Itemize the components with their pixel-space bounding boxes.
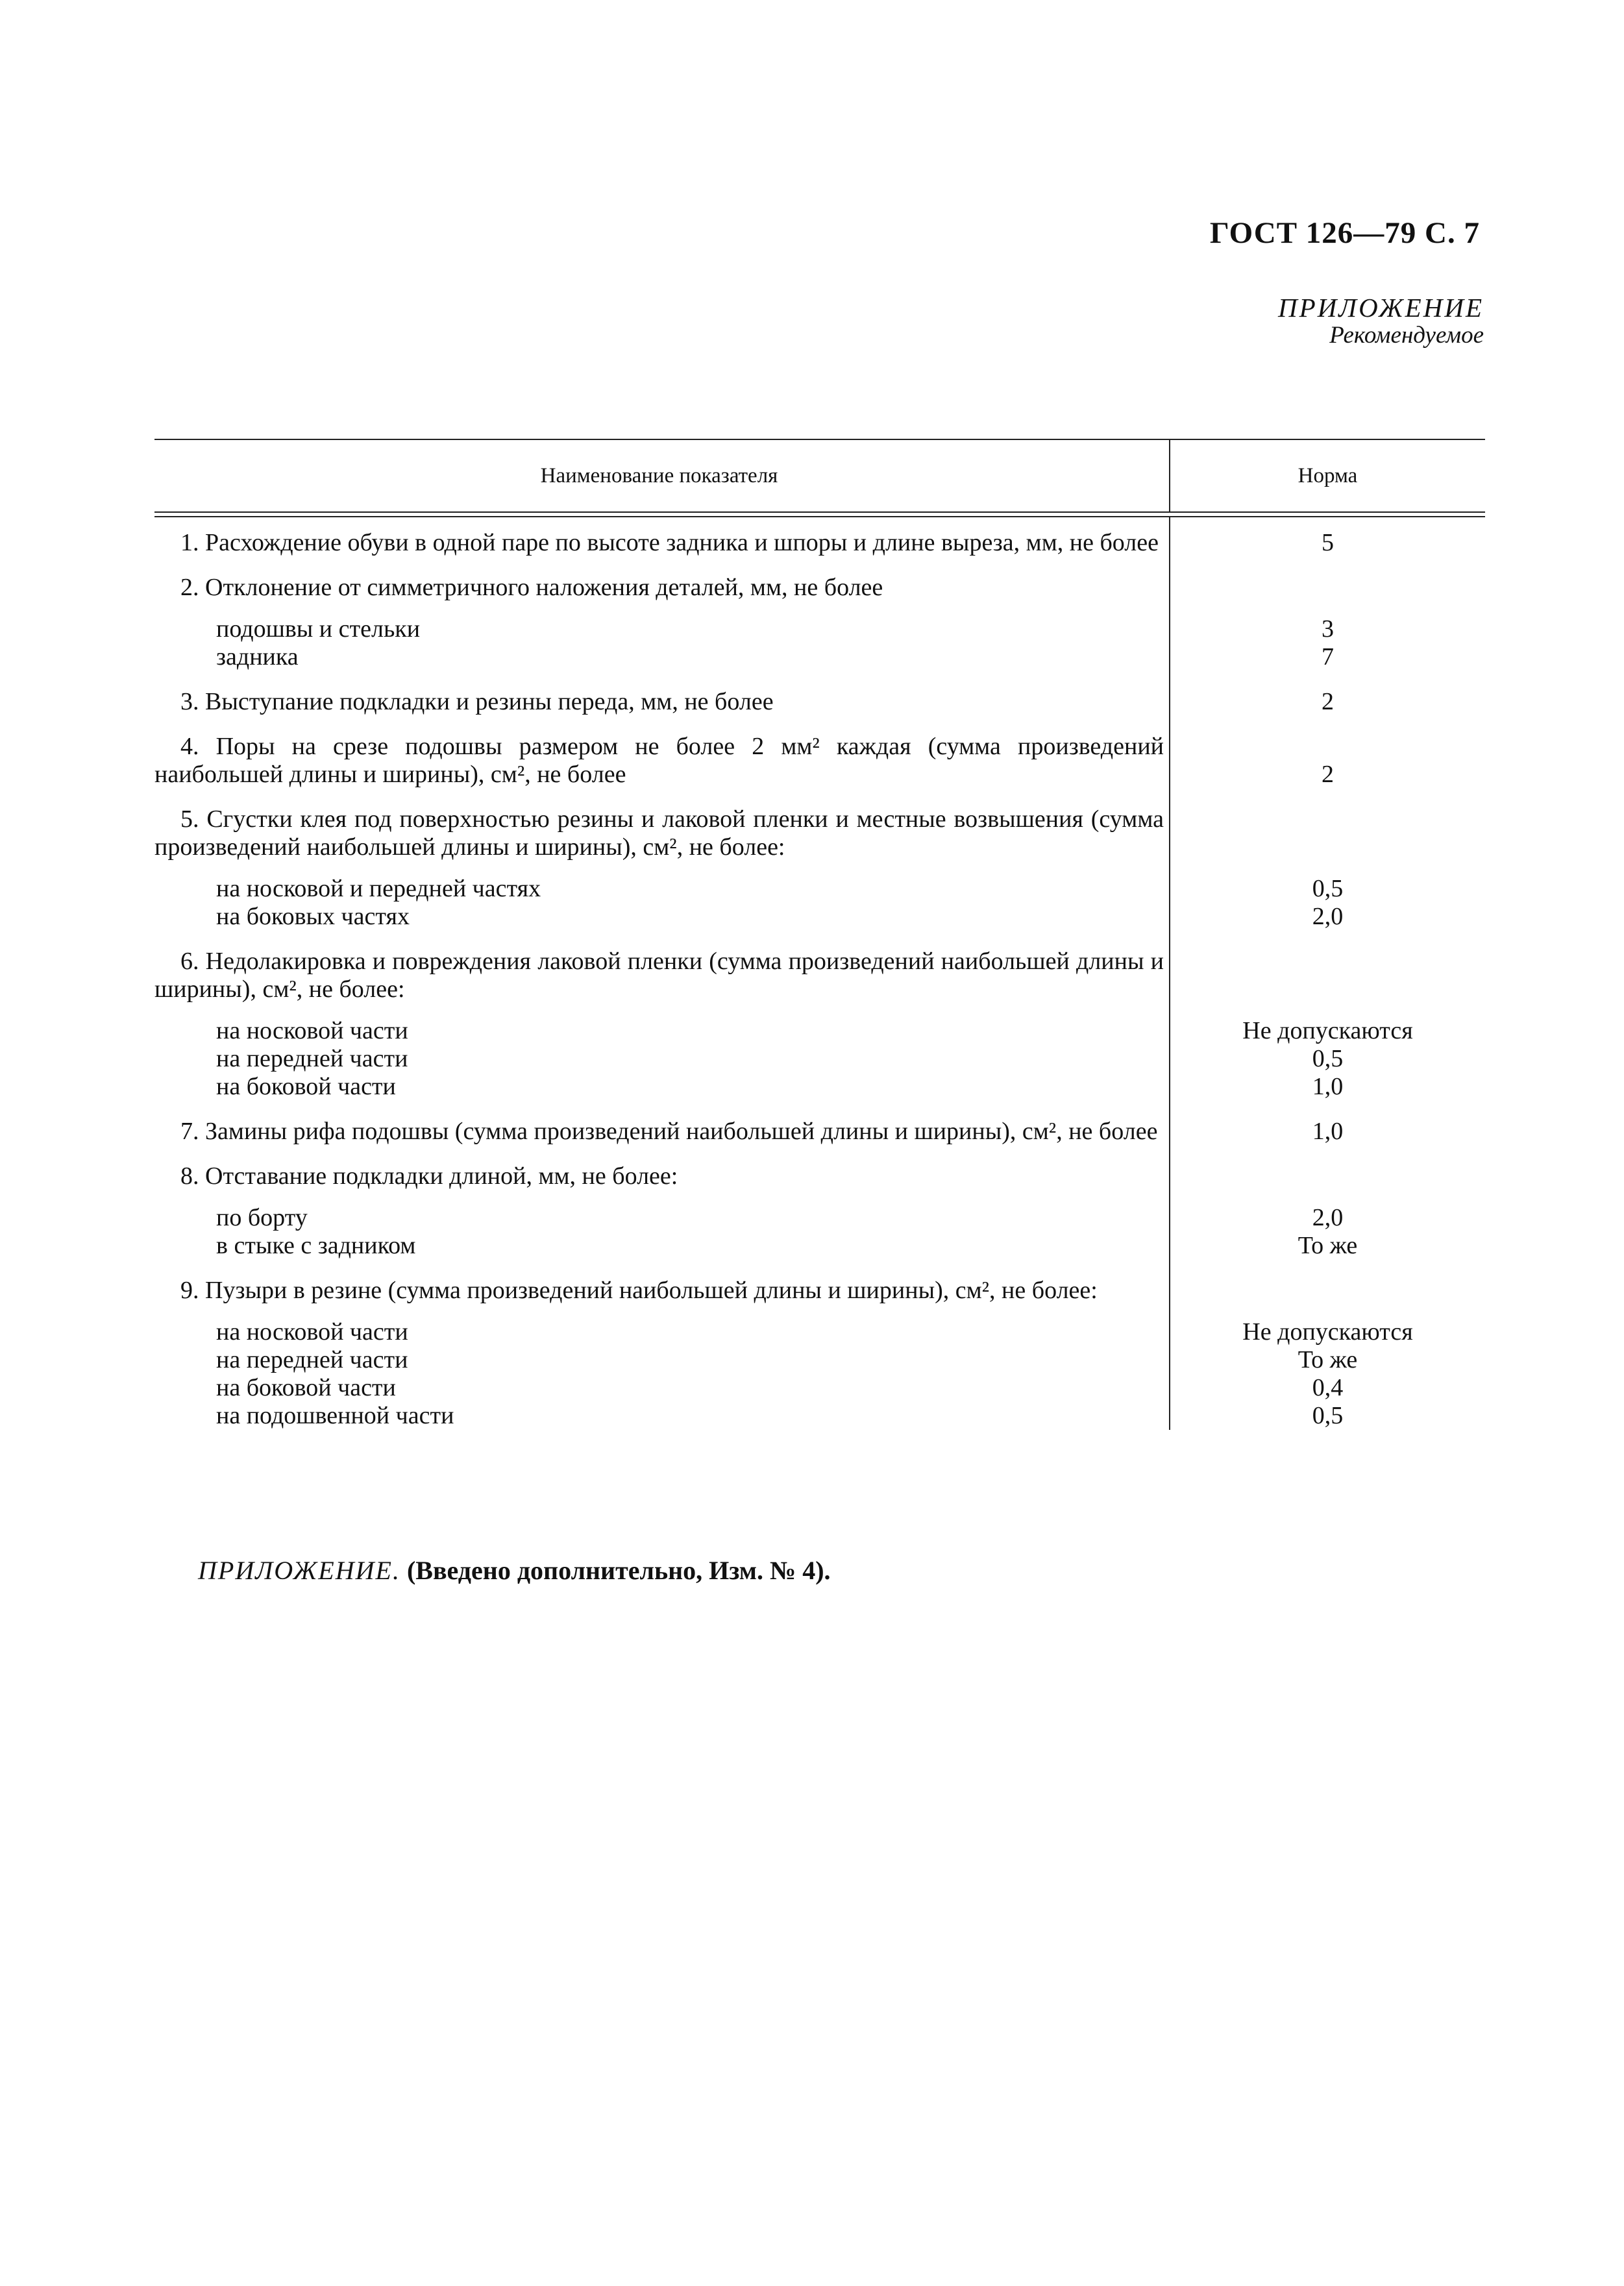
norm-cell bbox=[1170, 517, 1485, 557]
sub-norm-value: 3 bbox=[1322, 615, 1334, 643]
sub-indicator: на боковой части bbox=[216, 1073, 396, 1100]
sub-gap bbox=[1170, 1305, 1485, 1318]
sub-indicator: на передней части bbox=[216, 1045, 408, 1072]
indicator-text: 6. Недолакировка и повреждения лаковой пленки (сумма произведений наибольшей длины и ширины), см², не более: bbox=[154, 948, 1164, 1003]
indicator-cell bbox=[154, 789, 1170, 931]
sub-gap bbox=[154, 602, 1164, 615]
indicator-text: 7. Замины рифа подошвы (сумма произведений наибольшей длины и ширины), см², не более bbox=[180, 1118, 1158, 1145]
table-row bbox=[154, 1101, 1485, 1146]
footer-amendment: (Введено дополнительно, Изм. № 4). bbox=[406, 1556, 831, 1585]
column-header-norm: Норма bbox=[1298, 463, 1358, 487]
indicator-text: 4. Поры на срезе подошвы размером не более 2 мм² каждая (сумма произведений наибольшей длины и ширины), см², не более bbox=[154, 733, 1164, 788]
sub-norm-value: Не допускаются bbox=[1242, 1017, 1413, 1044]
norm-cell bbox=[1170, 789, 1485, 931]
sub-gap bbox=[1170, 602, 1485, 615]
indicator-cell bbox=[154, 557, 1170, 671]
norm-cell bbox=[1170, 716, 1485, 789]
sub-indicator: на носковой части bbox=[216, 1017, 408, 1044]
sub-gap bbox=[154, 1190, 1164, 1204]
norm-cell bbox=[1170, 1146, 1485, 1260]
indicator-text: 8. Отставание подкладки длиной, мм, не более: bbox=[180, 1162, 678, 1190]
sub-norm-value: 1,0 bbox=[1312, 1073, 1344, 1100]
sub-norm-value: 0,5 bbox=[1312, 1045, 1344, 1072]
footer-appendix-label: ПРИЛОЖЕНИЕ. bbox=[198, 1556, 400, 1585]
norm-cell bbox=[1170, 931, 1485, 1101]
sub-gap bbox=[154, 861, 1164, 875]
norm-cell bbox=[1170, 1101, 1485, 1146]
table-row bbox=[154, 1260, 1485, 1430]
indicator-text: 1. Расхождение обуви в одной паре по высоте задника и шпоры и длине выреза, мм, не более bbox=[180, 529, 1159, 556]
sub-gap bbox=[154, 1003, 1164, 1017]
norm-spacer bbox=[1170, 948, 1485, 1003]
sub-norm-value: То же bbox=[1298, 1232, 1358, 1259]
page-header: ГОСТ 126—79 С. 7 bbox=[1209, 216, 1480, 250]
table-row bbox=[154, 557, 1485, 671]
table-row bbox=[154, 517, 1485, 557]
sub-gap bbox=[1170, 1003, 1485, 1017]
table-row bbox=[154, 931, 1485, 1101]
sub-indicator: на боковой части bbox=[216, 1374, 396, 1401]
footer-note bbox=[198, 1555, 831, 1586]
sub-norm-value: 0,5 bbox=[1312, 1402, 1344, 1429]
sub-norm-value: 2,0 bbox=[1312, 903, 1344, 930]
sub-gap bbox=[1170, 1190, 1485, 1204]
appendix-status: Рекомендуемое bbox=[1329, 322, 1484, 349]
table-row bbox=[154, 789, 1485, 931]
indicator-cell bbox=[154, 1260, 1170, 1430]
table-row bbox=[154, 671, 1485, 716]
norm-value: 1,0 bbox=[1312, 1118, 1344, 1145]
indicator-cell bbox=[154, 1101, 1170, 1146]
table-header-rule bbox=[154, 511, 1485, 517]
indicator-text: 9. Пузыри в резине (сумма произведений наибольшей длины и ширины), см², не более: bbox=[180, 1277, 1098, 1304]
sub-indicator: на носковой части bbox=[216, 1318, 408, 1346]
indicator-cell bbox=[154, 517, 1170, 557]
sub-gap bbox=[1170, 861, 1485, 875]
column-header-name: Наименование показателя bbox=[154, 440, 1170, 511]
appendix-title bbox=[1278, 293, 1484, 349]
table-row bbox=[154, 716, 1485, 789]
sub-indicator: на передней части bbox=[216, 1346, 408, 1373]
indicator-text: 2. Отклонение от симметричного наложения деталей, мм, не более bbox=[180, 574, 883, 601]
sub-indicator: на подошвенной части bbox=[216, 1402, 454, 1429]
sub-norm-value: Не допускаются bbox=[1242, 1318, 1413, 1346]
sub-norm-value: 7 bbox=[1322, 643, 1334, 670]
sub-indicator: на боковых частях bbox=[216, 903, 410, 930]
norm-cell bbox=[1170, 1260, 1485, 1430]
indicator-cell bbox=[154, 931, 1170, 1101]
requirements-table bbox=[154, 439, 1485, 1430]
sub-indicator: в стыке с задником bbox=[216, 1232, 416, 1259]
indicator-cell bbox=[154, 716, 1170, 789]
sub-indicator: задника bbox=[216, 643, 299, 670]
table-body bbox=[154, 517, 1485, 1430]
table-row bbox=[154, 1146, 1485, 1260]
sub-norm-value: 0,4 bbox=[1312, 1374, 1344, 1401]
table-header-row bbox=[154, 440, 1485, 511]
norm-cell bbox=[1170, 671, 1485, 716]
indicator-text: 3. Выступание подкладки и резины переда, мм, не более bbox=[180, 688, 774, 715]
indicator-cell bbox=[154, 1146, 1170, 1260]
norm-spacer bbox=[1170, 1162, 1485, 1190]
sub-gap bbox=[154, 1305, 1164, 1318]
sub-norm-value: 0,5 bbox=[1312, 875, 1344, 902]
norm-spacer bbox=[1170, 574, 1485, 602]
sub-norm-value: 2,0 bbox=[1312, 1204, 1344, 1231]
sub-indicator: по борту bbox=[216, 1204, 308, 1231]
indicator-text: 5. Сгустки клея под поверхностью резины и лаковой пленки и местные возвышения (сумма произведений наибольшей длины и ширины), см², не более: bbox=[154, 805, 1164, 861]
norm-value: 5 bbox=[1322, 529, 1334, 556]
norm-value: 2 bbox=[1322, 761, 1334, 788]
sub-indicator: на носковой и передней частях bbox=[216, 875, 541, 902]
appendix-label: ПРИЛОЖЕНИЕ bbox=[1278, 293, 1484, 323]
indicator-cell bbox=[154, 671, 1170, 716]
sub-indicator: подошвы и стельки bbox=[216, 615, 421, 643]
norm-value: 2 bbox=[1322, 688, 1334, 715]
norm-spacer bbox=[1170, 1277, 1485, 1305]
norm-spacer bbox=[1170, 805, 1485, 861]
sub-norm-value: То же bbox=[1298, 1346, 1358, 1373]
norm-cell bbox=[1170, 557, 1485, 671]
